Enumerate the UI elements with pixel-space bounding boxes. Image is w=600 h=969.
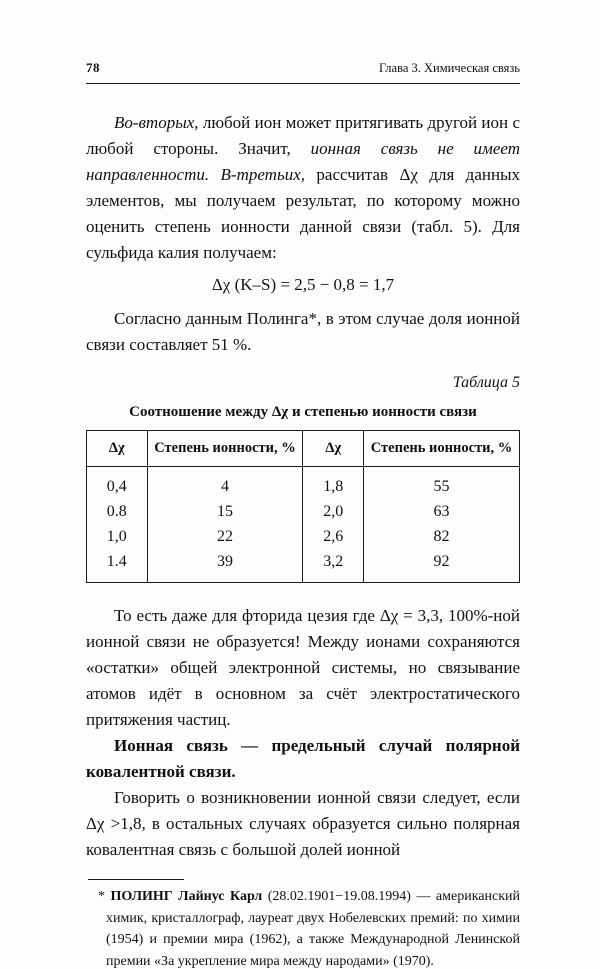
table-header-cell: Δχ: [303, 431, 364, 467]
table-row: [87, 499, 520, 524]
table-cell: 2,6: [303, 524, 364, 549]
italic-phrase-ionic-bond: ионная связь не имеет направленности. В-третьих,: [86, 139, 521, 184]
ionicity-table: [86, 430, 520, 583]
table-cell: 92: [364, 549, 520, 583]
page-content: [86, 110, 520, 969]
table-title: Соотношение между Δχ и степенью ионности связи: [129, 404, 477, 420]
footnote-name: ПОЛИНГ Лайнус Карл: [105, 889, 263, 904]
page-header: [86, 60, 520, 84]
paragraph-3: То есть даже для фторида цезия где Δχ = 3,3, 100%-ной ионной связи не образуется! Между ионами сохраняются «остатки» общей электронной системы, но связывание атомов идёт в основном за счёт электростатического притяжения частиц.: [86, 606, 520, 729]
table-row: [87, 467, 520, 500]
table-cell: 22: [147, 524, 303, 549]
table-cell: 1.4: [87, 549, 148, 583]
table-row: [87, 524, 520, 549]
footnote-marker: *: [98, 889, 105, 904]
table-header-cell: Степень ионности, %: [364, 431, 520, 467]
table-cell: 1,8: [303, 467, 364, 500]
paragraph-1: [86, 110, 520, 266]
table-header-cell: Δχ: [87, 431, 148, 467]
table-cell: 15: [147, 499, 303, 524]
table-header-cell: Степень ионности, %: [147, 431, 303, 467]
table-cell: 3,2: [303, 549, 364, 583]
electronegativity-formula: Δχ (K–S) = 2,5 − 0,8 = 1,7: [211, 275, 395, 294]
table-cell: 2,0: [303, 499, 364, 524]
table-cell: 82: [364, 524, 520, 549]
footnote-block: [86, 879, 520, 969]
footnote-body: (28.02.1901−19.08.1994) — американский химик, кристаллограф, лауреат двух Нобелевских премий: по химии (1954) и премии мира (1962), а также Международной Ленинской премии «За укрепление мира между народами» (1970).: [106, 889, 521, 969]
paragraph-1-text: любой ион может притягивать другой ион с любой стороны. Значит,: [86, 113, 520, 158]
table-cell: 0.8: [87, 499, 148, 524]
paragraph-5: Говорить о возникновении ионной связи следует, если Δχ >1,8, в остальных случаях образуется сильно полярная ковалентная связь с большой долей ионной: [86, 788, 520, 859]
table-cell: 63: [364, 499, 520, 524]
table-header-row: [87, 431, 520, 467]
table-row: [87, 549, 520, 583]
paragraph-2: Согласно данным Полинга*, в этом случае доля ионной связи составляет 51 %.: [86, 309, 520, 354]
footnote-text: [92, 886, 520, 969]
paragraph-1-text-end: рассчитав Δχ для данных элементов, мы получаем результат, по которому можно оценить степень ионности данной связи (табл. 5). Для сульфида калия получаем:: [86, 165, 520, 262]
chapter-title: Глава 3. Химическая связь: [379, 61, 520, 75]
page-number: 78: [86, 60, 100, 75]
footnote-rule: [88, 879, 184, 880]
table-cell: 0,4: [87, 467, 148, 500]
table-caption: Таблица 5: [452, 374, 520, 391]
paragraph-4-bold: Ионная связь — предельный случай полярной ковалентной связи.: [86, 736, 520, 781]
table-cell: 4: [147, 467, 303, 500]
table-cell: 39: [147, 549, 303, 583]
italic-phrase-secondly: Во-вторых,: [114, 113, 199, 132]
table-cell: 1,0: [87, 524, 148, 549]
table-cell: 55: [364, 467, 520, 500]
